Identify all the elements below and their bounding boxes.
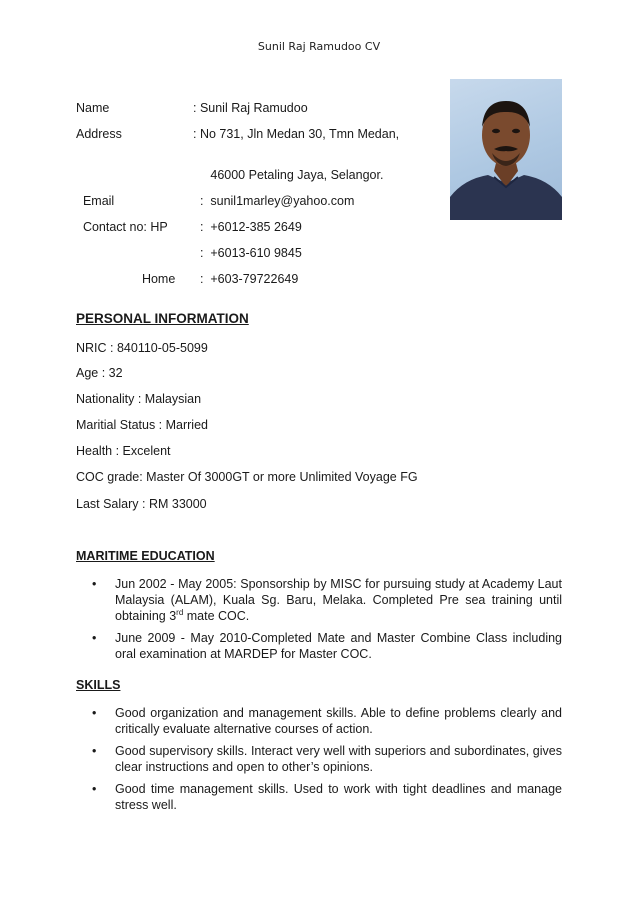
contact-address-row-2 — [76, 154, 383, 182]
contact-email-row — [76, 180, 354, 208]
info-last-salary: Last Salary : RM 33000 — [76, 497, 207, 511]
eye-left — [492, 129, 500, 133]
info-age: Age : 32 — [76, 366, 123, 380]
contact-label: Home — [141, 272, 176, 286]
contact-label: Name — [76, 101, 110, 115]
skills-list — [76, 705, 562, 819]
contact-name-row — [76, 101, 308, 115]
contact-value: : +603-79722649 — [199, 272, 299, 286]
contact-hp-row — [76, 206, 302, 234]
list-item: • June 2009 - May 2010-Completed Mate and Master Combine Class including oral examination at MARDEP for Master COC. — [76, 630, 562, 662]
contact-value: : +6013-610 9845 — [199, 246, 302, 260]
personal-info-heading: PERSONAL INFORMATION — [76, 311, 249, 326]
info-coc-grade: COC grade: Master Of 3000GT or more Unlimited Voyage FG — [76, 470, 418, 484]
info-nationality: Nationality : Malaysian — [76, 392, 202, 406]
list-item: • Good organization and management skills. Able to define problems clearly and critically evaluate alternative courses of action. — [76, 705, 562, 737]
contact-label: Address — [76, 127, 122, 141]
contact-value: : +6012-385 2649 — [199, 220, 302, 234]
list-item: • Good time management skills. Used to work with tight deadlines and manage stress well. — [76, 781, 562, 813]
info-marital-status: Maritial Status : Married — [76, 418, 208, 432]
contact-value: : Sunil Raj Ramudoo — [193, 101, 308, 115]
list-item: • Jun 2002 - May 2005: Sponsorship by MISC for pursuing study at Academy Laut Malaysia (ALAM), Kuala Sg. Baru, Melaka. Completed Pre sea training until obtaining 3rd mate COC. — [76, 576, 562, 624]
contact-label: Email — [82, 194, 115, 208]
portrait-illustration — [450, 79, 562, 220]
skills-heading: SKILLS — [76, 678, 121, 692]
info-nric: NRIC : 840110-05-5099 — [76, 341, 208, 355]
eye-right — [512, 129, 520, 133]
education-heading: MARITIME EDUCATION — [76, 549, 215, 563]
list-item: • Good supervisory skills. Interact very well with superiors and subordinates, gives clear instructions and open to other’s opinions. — [76, 743, 562, 775]
contact-value: 46000 Petaling Jaya, Selangor. — [199, 168, 384, 182]
contact-home-row — [76, 258, 298, 286]
contact-label: Contact no: HP — [82, 220, 168, 234]
page-header: Sunil Raj Ramudoo CV — [257, 40, 381, 53]
email-link[interactable]: : sunil1marley@yahoo.com — [199, 194, 355, 208]
info-health: Health : Excelent — [76, 444, 171, 458]
profile-photo — [450, 79, 562, 220]
contact-value: : No 731, Jln Medan 30, Tmn Medan, — [193, 127, 400, 141]
contact-address-row — [76, 127, 399, 141]
education-list — [76, 576, 562, 668]
contact-hp-row-2 — [76, 232, 302, 260]
